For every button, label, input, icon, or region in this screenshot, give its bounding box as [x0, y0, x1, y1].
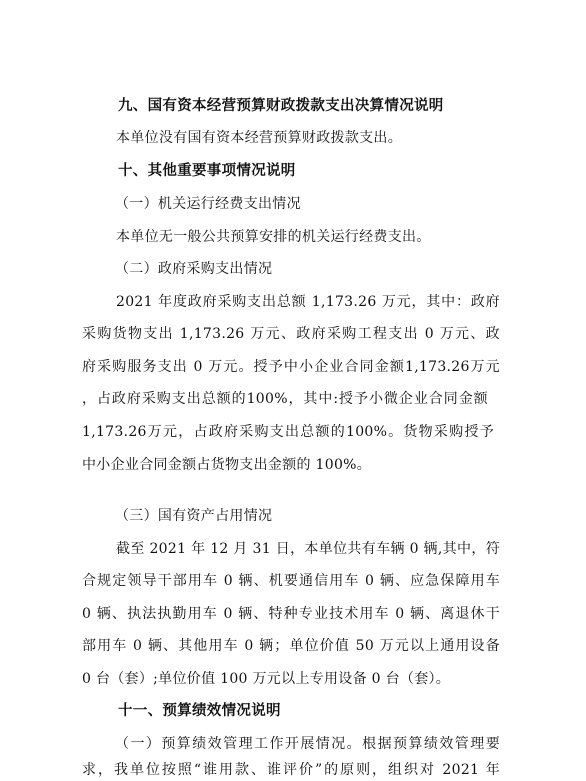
paragraph-line: 部用车 0 辆、其他用车 0 辆；单位价值 50 万元以上通用设备: [82, 638, 500, 654]
section-heading-9: 九、国有资本经营预算财政拨款支出决算情况说明: [118, 98, 444, 114]
paragraph-line: 0 辆、执法执勤用车 0 辆、特种专业技术用车 0 辆、离退休干: [82, 606, 500, 622]
paragraph-line: 合规定领导干部用车 0 辆、机要通信用车 0 辆、应急保障用车: [82, 573, 500, 589]
paragraph-line: 本单位无一般公共预算安排的机关运行经费支出。: [116, 229, 431, 245]
subsection-heading-2: （二）政府采购支出情况: [115, 261, 273, 277]
paragraph-line: 求，我单位按照“谁用款、谁评价”的原则，组织对 2021 年: [82, 762, 500, 778]
section-heading-11: 十一、预算绩效情况说明: [118, 703, 281, 719]
paragraph-line: 2021 年度政府采购支出总额 1,173.26 万元，其中：政府: [116, 294, 500, 310]
subsection-heading-1: （一）机关运行经费支出情况: [115, 196, 301, 212]
paragraph-line: 中小企业合同金额占货物支出金额的 100%。: [82, 457, 372, 473]
subsection-heading-3: （三）国有资产占用情况: [115, 508, 273, 524]
paragraph-line: 截至 2021 年 12 月 31 日，本单位共有车辆 0 辆,其中，符: [116, 541, 500, 557]
paragraph-line: 0 台（套）;单位价值 100 万元以上专用设备 0 台（套）。: [82, 671, 451, 687]
section-heading-10: 十、其他重要事项情况说明: [118, 163, 296, 179]
paragraph-line: （一）预算绩效管理工作开展情况。根据预算绩效管理要: [115, 736, 500, 752]
paragraph-line: 本单位没有国有资本经营预算财政拨款支出。: [116, 130, 402, 146]
paragraph-line: 1,173.26万元，占政府采购支出总额的100%。货物采购授予: [82, 424, 494, 440]
paragraph-line: 府采购服务支出 0 万元。授予中小企业合同金额1,173.26万元: [82, 359, 500, 375]
paragraph-line: ，占政府采购支出总额的100%，其中:授予小微企业合同金额: [82, 391, 488, 407]
paragraph-line: 采购货物支出 1,173.26 万元、政府采购工程支出 0 万元、政: [82, 326, 500, 342]
